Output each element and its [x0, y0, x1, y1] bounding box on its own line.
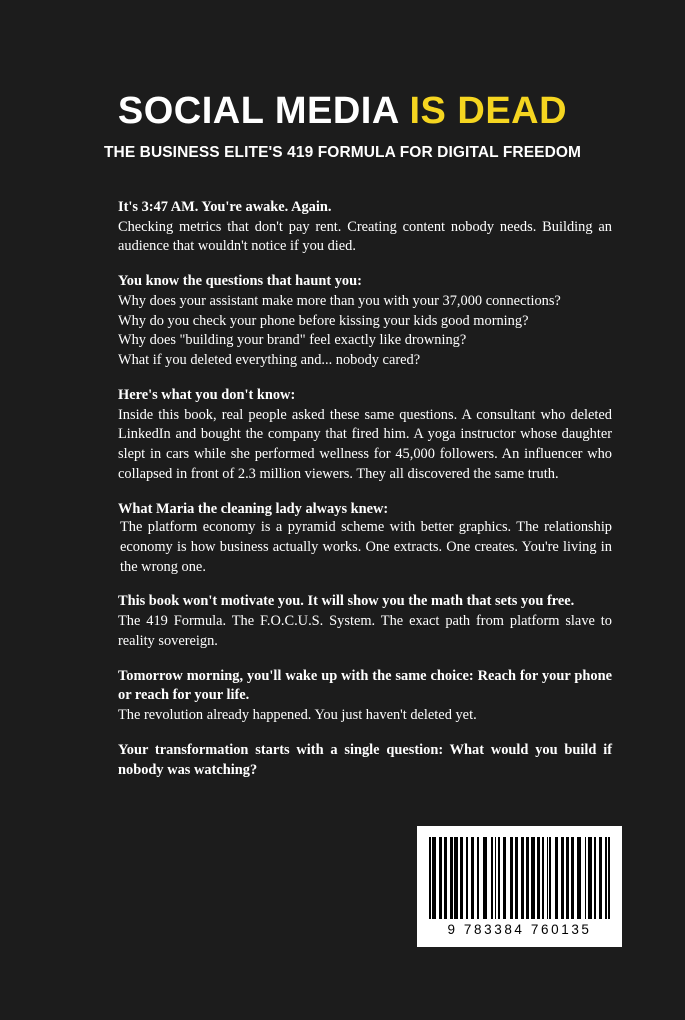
paragraph-tomorrow-text: The revolution already happened. You just haven't deleted yet. [118, 707, 477, 724]
page-subtitle: THE BUSINESS ELITE'S 419 FORMULA FOR DIGITAL FREEDOM [103, 143, 582, 161]
paragraph-promise-lead: This book won't motivate you. It will show you the math that sets you free. [118, 593, 575, 610]
paragraph-closing-lead: Your transformation starts with a single question: What would you build if nobody was watching? [118, 741, 612, 778]
title-text-accent: IS DEAD [409, 90, 568, 132]
barcode [417, 826, 622, 947]
barcode-bars [429, 837, 610, 919]
paragraph-maria-text-start: The platform economy is a p [120, 519, 295, 536]
paragraph-maria-text-rest: yramid scheme with better graphics. The relationship economy is how business actually works. One extracts. One creates. You're living in the wrong one. [120, 519, 613, 575]
back-cover-copy [118, 198, 612, 795]
paragraph-insomnia [118, 198, 612, 257]
paragraph-maria-text [118, 518, 612, 577]
paragraph-questions-lead: You know the questions that haunt you: [118, 273, 362, 290]
question-line-4: What if you deleted everything and... nobody cared? [118, 352, 421, 369]
paragraph-stories [118, 386, 612, 485]
paragraph-insomnia-lead: It's 3:47 AM. You're awake. Again. [118, 199, 332, 215]
question-line-2: Why do you check your phone before kissing your kids good morning? [118, 312, 529, 329]
paragraph-maria [118, 500, 612, 578]
paragraph-questions [118, 272, 612, 371]
paragraph-promise-text: The 419 Formula. The F.O.C.U.S. System. The exact path from platform slave to reality sovereign. [118, 613, 612, 649]
paragraph-stories-text: Inside this book, real people asked these same questions. A consultant who deleted LinkedIn and bought the company that fired him. A yoga instructor whose daughter slept in cars while she performed wellness for 45,000 followers. An influencer who collapsed in front of 2.3 million viewers. They all discovered the same truth. [118, 406, 612, 482]
question-line-3: Why does "building your brand" feel exactly like drowning? [118, 332, 467, 349]
barcode-bar [608, 837, 610, 919]
paragraph-stories-lead: Here's what you don't know: [118, 386, 296, 403]
title-text-primary: SOCIAL MEDIA [117, 90, 410, 132]
paragraph-maria-lead: What Maria the cleaning lady always knew: [118, 500, 389, 517]
paragraph-promise [118, 592, 612, 651]
paragraph-tomorrow-lead: Tomorrow morning, you'll wake up with the same choice: Reach for your phone or reach for your life. [118, 667, 612, 704]
paragraph-closing [118, 741, 612, 780]
title-block [0, 92, 685, 162]
question-line-1: Why does your assistant make more than you with your 37,000 connections? [118, 292, 561, 309]
barcode-digits: 9 783384 760135 [447, 922, 592, 937]
paragraph-insomnia-text: Checking metrics that don't pay rent. Creating content nobody needs. Building an audience that wouldn't notice if you died. [118, 218, 612, 255]
page-title [0, 92, 685, 132]
paragraph-tomorrow [118, 667, 612, 726]
